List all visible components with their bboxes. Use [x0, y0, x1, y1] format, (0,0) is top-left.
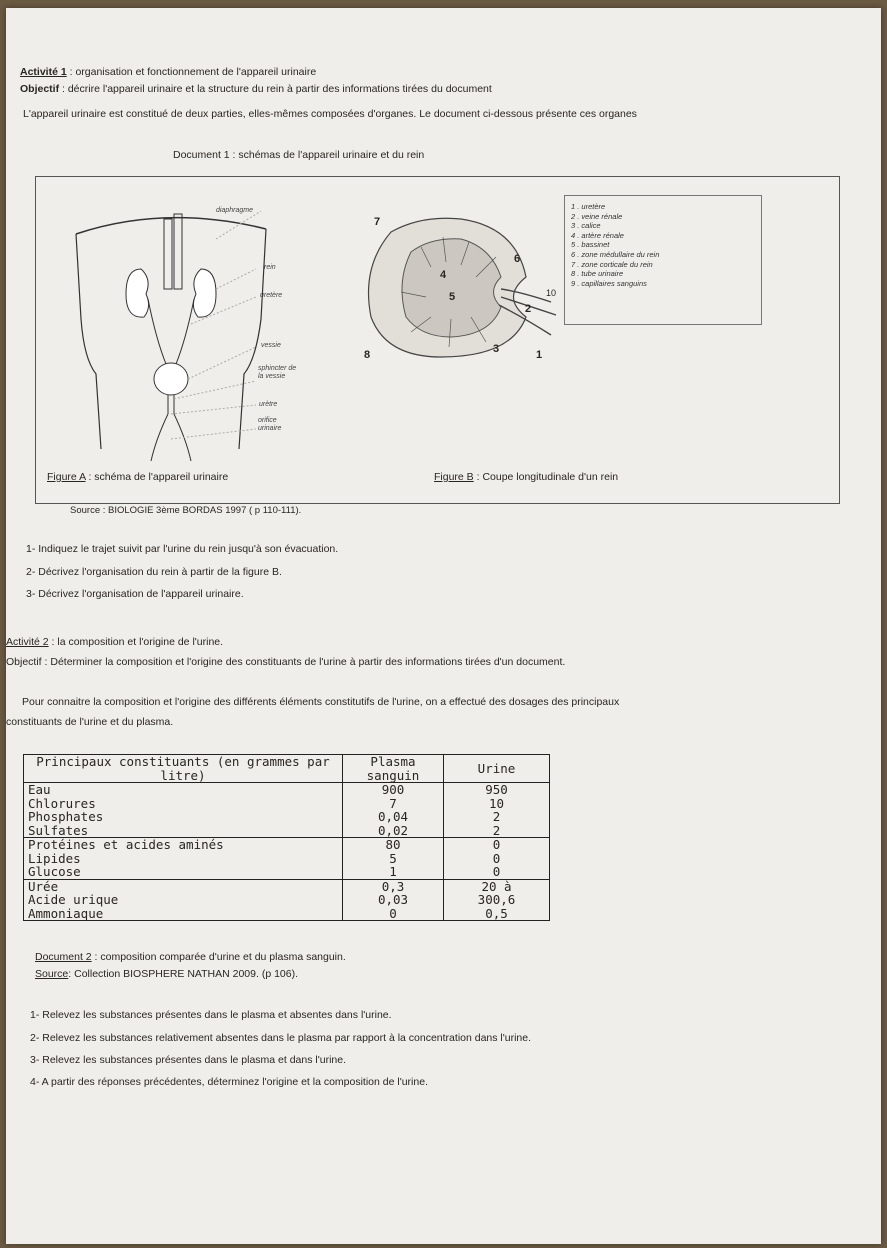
figB-legend	[564, 195, 762, 325]
label-ureter: uretère	[260, 292, 283, 299]
kidney-section-diagram	[351, 207, 566, 372]
legend-item: 7 . zone corticale du rein	[571, 259, 653, 269]
table-row: Protéines et acides aminés Lipides Glucose 80 5 1 0 0 0	[24, 838, 550, 880]
legend-item: 8 . tube urinaire	[571, 269, 624, 279]
figureB-caption: Figure B : Coupe longitudinale d'un rein	[434, 471, 619, 483]
legend-item: 6 . zone médullaire du rein	[571, 249, 660, 259]
figB-num-4: 4	[440, 269, 447, 281]
legend-item: 4 . artère rénale	[571, 230, 624, 240]
composition-table	[23, 754, 550, 921]
legend-item: 5 . bassinet	[571, 240, 610, 250]
activity2-question: 3- Relevez les substances présentes dans le plasma et dans l'urine.	[30, 1054, 347, 1066]
activity2-question: 2- Relevez les substances relativement absentes dans le plasma par rapport à la concentration dans l'urine.	[30, 1032, 532, 1044]
figB-num-10: 10	[546, 288, 557, 298]
activity2-intro: Pour connaitre la composition et l'origine des différents éléments constitutifs de l'urine, on a effectué des dosages des principaux	[22, 696, 620, 708]
figB-num-1: 1	[536, 349, 543, 361]
label-bladder: vessie	[261, 342, 281, 349]
activity1-heading: Activité 1 : organisation et fonctionnement de l'appareil urinaire	[20, 66, 317, 78]
table-header: Principaux constituants (en grammes par litre)	[24, 755, 343, 783]
document2-source: Source: Collection BIOSPHERE NATHAN 2009. (p 106).	[35, 968, 299, 980]
legend-item: 3 . calice	[571, 221, 601, 231]
legend-item: 1 . uretère	[571, 202, 606, 211]
table-header: Urine	[444, 755, 550, 783]
worksheet-page	[6, 8, 881, 1244]
activity2-question: 4- A partir des réponses précédentes, déterminez l'origine et la composition de l'urine.	[30, 1076, 428, 1088]
activity1-question: 1- Indiquez le trajet suivit par l'urine du rein jusqu'à son évacuation.	[26, 543, 339, 555]
document1-figure-box	[35, 176, 840, 504]
activity1-intro: L'appareil urinaire est constitué de deux parties, elles-mêmes composées d'organes. Le document ci-dessous présente ces organes	[23, 108, 637, 120]
figB-num-2: 2	[525, 303, 532, 315]
figB-num-5: 5	[449, 291, 456, 303]
figB-num-3: 3	[493, 343, 500, 355]
table-row: Eau Chlorures Phosphates Sulfates 900 7 0,04 0,02 950 10 2 2	[24, 783, 550, 838]
document2-caption: Document 2 : composition comparée d'urine et du plasma sanguin.	[35, 951, 346, 963]
activity1-question: 3- Décrivez l'organisation de l'appareil urinaire.	[26, 588, 244, 600]
activity1-objective: Objectif : décrire l'appareil urinaire et la structure du rein à partir des informations tirées du document	[20, 83, 492, 95]
label-urethra: urètre	[259, 401, 278, 408]
legend-item: 2 . veine rénale	[571, 211, 623, 221]
activity2-intro-cont: constituants de l'urine et du plasma.	[6, 716, 174, 728]
label-urinary-orifice: orifice urinaire	[258, 417, 282, 432]
label-kidney: rein	[264, 264, 276, 271]
label-diaphragm: diaphragme	[216, 207, 253, 214]
document1-title: Document 1 : schémas de l'appareil urinaire et du rein	[173, 149, 425, 161]
activity1-question: 2- Décrivez l'organisation du rein à partir de la figure B.	[26, 566, 282, 578]
document1-source: Source : BIOLOGIE 3ème BORDAS 1997 ( p 110-111).	[70, 505, 302, 516]
activity2-objective: Objectif : Déterminer la composition et l'origine des constituants de l'urine à partir des informations tirées d'un document.	[6, 656, 566, 668]
activity2-question: 1- Relevez les substances présentes dans le plasma et absentes dans l'urine.	[30, 1009, 392, 1021]
activity2-heading: Activité 2 : la composition et l'origine de l'urine.	[6, 636, 224, 648]
figureA-caption: Figure A : schéma de l'appareil urinaire	[47, 471, 229, 483]
table-header: Plasma sanguin	[343, 755, 444, 783]
label-sphincter: sphincter de la vessie	[258, 365, 297, 380]
legend-item: 9 . capillaires sanguins	[571, 278, 647, 288]
figB-num-7: 7	[374, 216, 381, 228]
table-row: Urée Acide urique Ammoniaque 0,3 0,03 0 20 à 300,6 0,5	[24, 879, 550, 921]
figB-num-6: 6	[514, 253, 521, 265]
figB-num-8: 8	[364, 349, 371, 361]
